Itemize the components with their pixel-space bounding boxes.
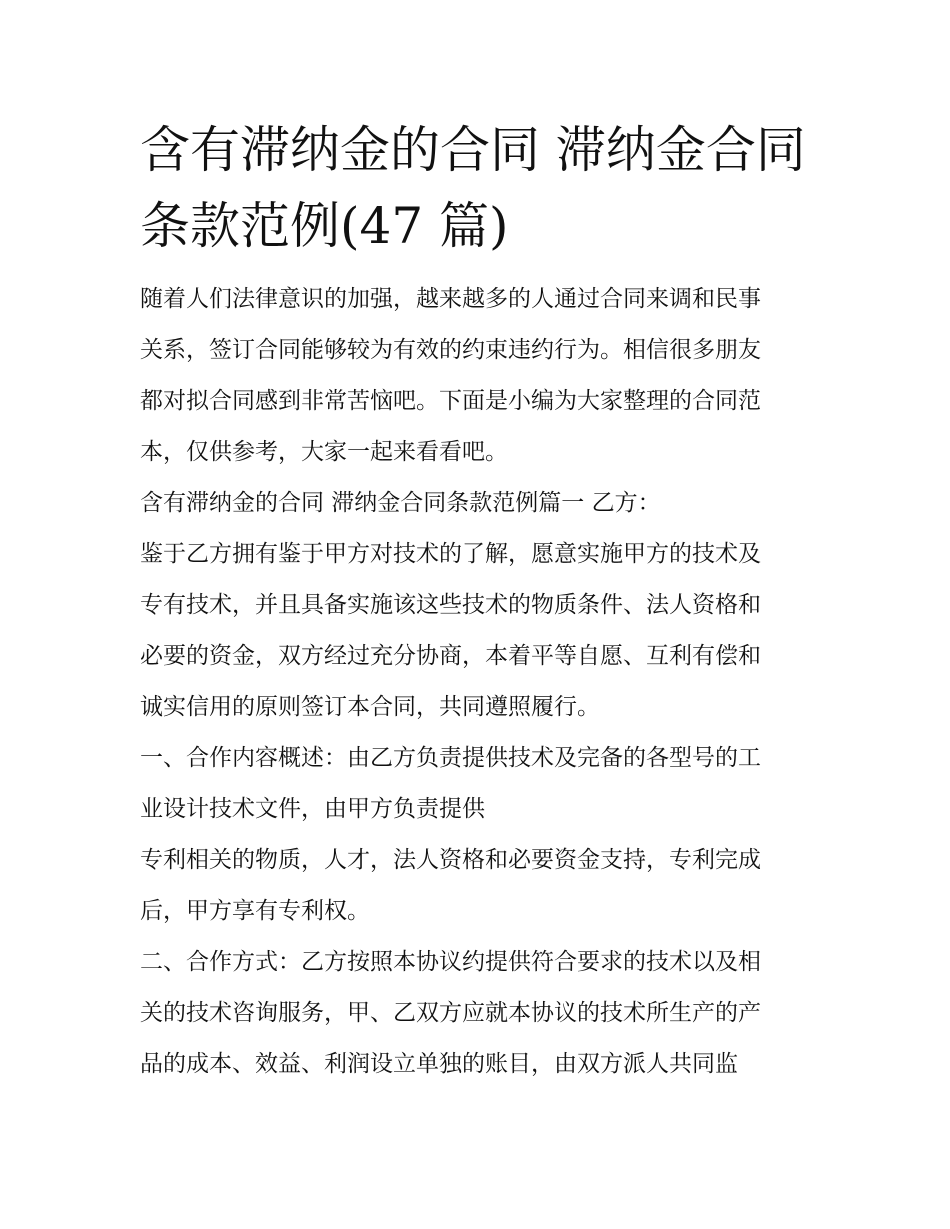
text-line: 都对拟合同感到非常苦恼吧。下面是小编为大家整理的合同范 bbox=[140, 388, 761, 414]
text-line: 二、合作方式：乙方按照本协议约提供符合要求的技术以及相 bbox=[140, 949, 761, 975]
section-heading bbox=[140, 478, 820, 529]
clause-paragraph bbox=[140, 937, 820, 1090]
text-line: 本，仅供参考，大家一起来看看吧。 bbox=[140, 439, 508, 465]
text-line: 含有滞纳金的合同 滞纳金合同条款范例篇一 乙方： bbox=[140, 490, 661, 516]
document-page bbox=[140, 112, 820, 1090]
text-line: 一、合作内容概述：由乙方负责提供技术及完备的各型号的工 bbox=[140, 745, 761, 771]
text-line: 品的成本、效益、利润设立单独的账目，由双方派人共同监 bbox=[140, 1051, 738, 1077]
text-line: 关系，签订合同能够较为有效的约束违约行为。相信很多朋友 bbox=[140, 337, 761, 363]
clause-paragraph bbox=[140, 733, 820, 835]
body-paragraph bbox=[140, 529, 820, 733]
text-line: 随着人们法律意识的加强，越来越多的人通过合同来调和民事 bbox=[140, 286, 761, 312]
text-line: 业设计技术文件，由甲方负责提供 bbox=[140, 796, 485, 822]
text-line: 诚实信用的原则签订本合同，共同遵照履行。 bbox=[140, 694, 600, 720]
text-line: 必要的资金，双方经过充分协商，本着平等自愿、互利有偿和 bbox=[140, 643, 761, 669]
text-line: 鉴于乙方拥有鉴于甲方对技术的了解，愿意实施甲方的技术及 bbox=[140, 541, 761, 567]
intro-paragraph bbox=[140, 274, 820, 478]
body-paragraph bbox=[140, 835, 820, 937]
document-title bbox=[140, 112, 820, 264]
text-line: 专有技术，并且具备实施该这些技术的物质条件、法人资格和 bbox=[140, 592, 761, 618]
title-line: 条款范例(47 篇) bbox=[140, 197, 509, 255]
text-line: 后，甲方享有专利权。 bbox=[140, 898, 370, 924]
text-line: 关的技术咨询服务，甲、乙双方应就本协议的技术所生产的产 bbox=[140, 1000, 761, 1026]
text-line: 专利相关的物质，人才，法人资格和必要资金支持，专利完成 bbox=[140, 847, 761, 873]
title-line: 含有滞纳金的合同 滞纳金合同 bbox=[140, 121, 806, 179]
